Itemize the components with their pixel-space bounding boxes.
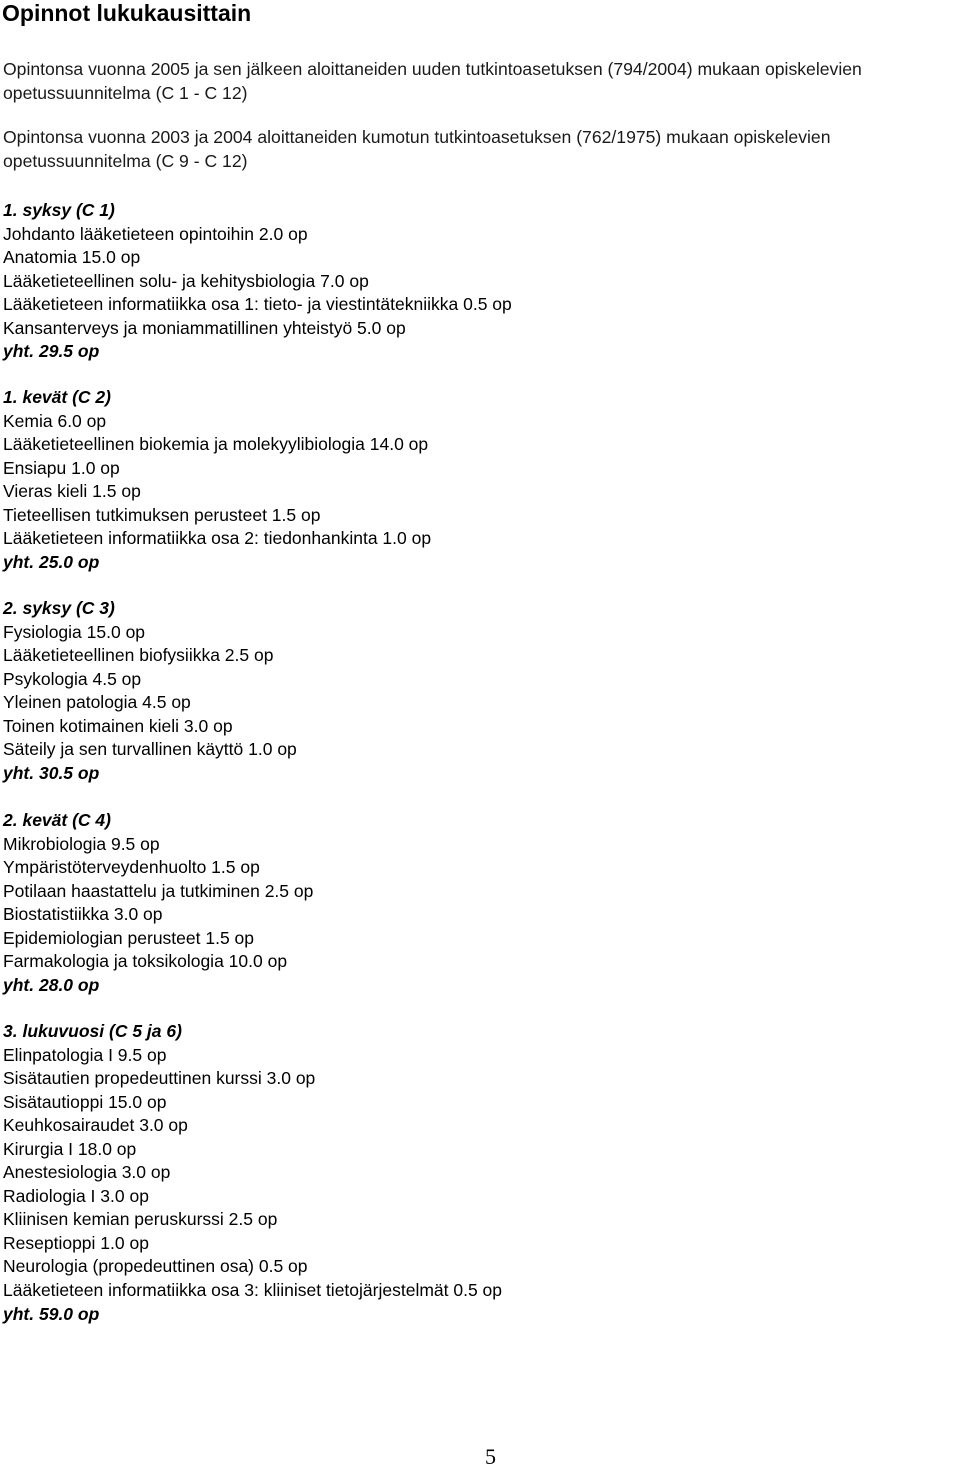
semester-heading: 2. syksy (C 3) bbox=[3, 598, 115, 618]
course-item: Kansanterveys ja moniammatillinen yhteistyö 5.0 op bbox=[3, 317, 406, 338]
course-item: Mikrobiologia 9.5 op bbox=[3, 833, 160, 854]
course-item: Potilaan haastattelu ja tutkiminen 2.5 op bbox=[3, 880, 314, 901]
course-item: Lääketieteellinen biokemia ja molekyylibiologia 14.0 op bbox=[3, 434, 429, 455]
semester-heading: 3. lukuvuosi (C 5 ja 6) bbox=[3, 1021, 182, 1041]
course-item: Kemia 6.0 op bbox=[3, 410, 107, 431]
intro-paragraph-2003: Opintonsa vuonna 2003 ja 2004 aloittaneiden kumotun tutkintoasetuksen (762/1975) mukaan opiskelevien opetussuunnitelma (C 9 - C 12) bbox=[3, 127, 831, 171]
semester-total: yht. 30.5 op bbox=[3, 762, 100, 783]
course-item: Radiologia I 3.0 op bbox=[3, 1185, 149, 1206]
page-number: 5 bbox=[485, 1444, 496, 1469]
course-item: Lääketieteen informatiikka osa 3: kliiniset tietojärjestelmät 0.5 op bbox=[3, 1280, 503, 1301]
course-item: Sisätautien propedeuttinen kurssi 3.0 op bbox=[3, 1068, 316, 1089]
course-item: Kliinisen kemian peruskurssi 2.5 op bbox=[3, 1209, 278, 1230]
course-item: Yleinen patologia 4.5 op bbox=[3, 692, 191, 713]
semester-heading: 1. syksy (C 1) bbox=[3, 200, 115, 220]
semester-heading: 2. kevät (C 4) bbox=[3, 810, 111, 830]
course-item: Epidemiologian perusteet 1.5 op bbox=[3, 927, 255, 948]
semester-heading: 1. kevät (C 2) bbox=[3, 387, 111, 407]
course-item: Farmakologia ja toksikologia 10.0 op bbox=[3, 951, 288, 972]
course-item: Lääketieteen informatiikka osa 2: tiedonhankinta 1.0 op bbox=[3, 528, 432, 549]
course-item: Säteily ja sen turvallinen käyttö 1.0 op bbox=[3, 739, 297, 760]
course-item: Sisätautioppi 15.0 op bbox=[3, 1091, 167, 1112]
course-item: Ensiapu 1.0 op bbox=[3, 457, 120, 478]
course-item: Reseptioppi 1.0 op bbox=[3, 1232, 149, 1253]
intro-paragraph-2005: Opintonsa vuonna 2005 ja sen jälkeen aloittaneiden uuden tutkintoasetuksen (794/2004) mukaan opiskelevien opetussuunnitelma (C 1 - C 12) bbox=[3, 59, 862, 103]
semester-section-2 bbox=[3, 386, 431, 574]
course-item: Johdanto lääketieteen opintoihin 2.0 op bbox=[3, 223, 308, 244]
course-item: Elinpatologia I 9.5 op bbox=[3, 1044, 167, 1065]
course-item: Psykologia 4.5 op bbox=[3, 668, 142, 689]
course-item: Keuhkosairaudet 3.0 op bbox=[3, 1115, 188, 1136]
semester-total: yht. 29.5 op bbox=[3, 341, 100, 362]
semester-section-3 bbox=[3, 597, 297, 785]
course-item: Lääketieteellinen biofysiikka 2.5 op bbox=[3, 645, 274, 666]
course-item: Lääketieteellinen solu- ja kehitysbiologia 7.0 op bbox=[3, 270, 369, 291]
semester-section-4 bbox=[3, 809, 313, 997]
semester-section-1 bbox=[3, 199, 512, 364]
semester-total: yht. 28.0 op bbox=[3, 974, 100, 995]
page-title: Opinnot lukukausittain bbox=[2, 0, 252, 26]
course-item: Neurologia (propedeuttinen osa) 0.5 op bbox=[3, 1256, 308, 1277]
course-item: Lääketieteen informatiikka osa 1: tieto- ja viestintätekniikka 0.5 op bbox=[3, 294, 512, 315]
course-item: Vieras kieli 1.5 op bbox=[3, 481, 141, 502]
course-item: Biostatistiikka 3.0 op bbox=[3, 904, 163, 925]
course-item: Ympäristöterveydenhuolto 1.5 op bbox=[3, 857, 260, 878]
course-item: Anestesiologia 3.0 op bbox=[3, 1162, 171, 1183]
course-item: Toinen kotimainen kieli 3.0 op bbox=[3, 715, 233, 736]
course-item: Tieteellisen tutkimuksen perusteet 1.5 op bbox=[3, 504, 321, 525]
semester-total: yht. 59.0 op bbox=[3, 1303, 100, 1324]
semester-section-5 bbox=[3, 1020, 502, 1326]
semester-total: yht. 25.0 op bbox=[3, 551, 100, 572]
course-item: Anatomia 15.0 op bbox=[3, 247, 141, 268]
course-item: Kirurgia I 18.0 op bbox=[3, 1138, 137, 1159]
course-item: Fysiologia 15.0 op bbox=[3, 621, 146, 642]
